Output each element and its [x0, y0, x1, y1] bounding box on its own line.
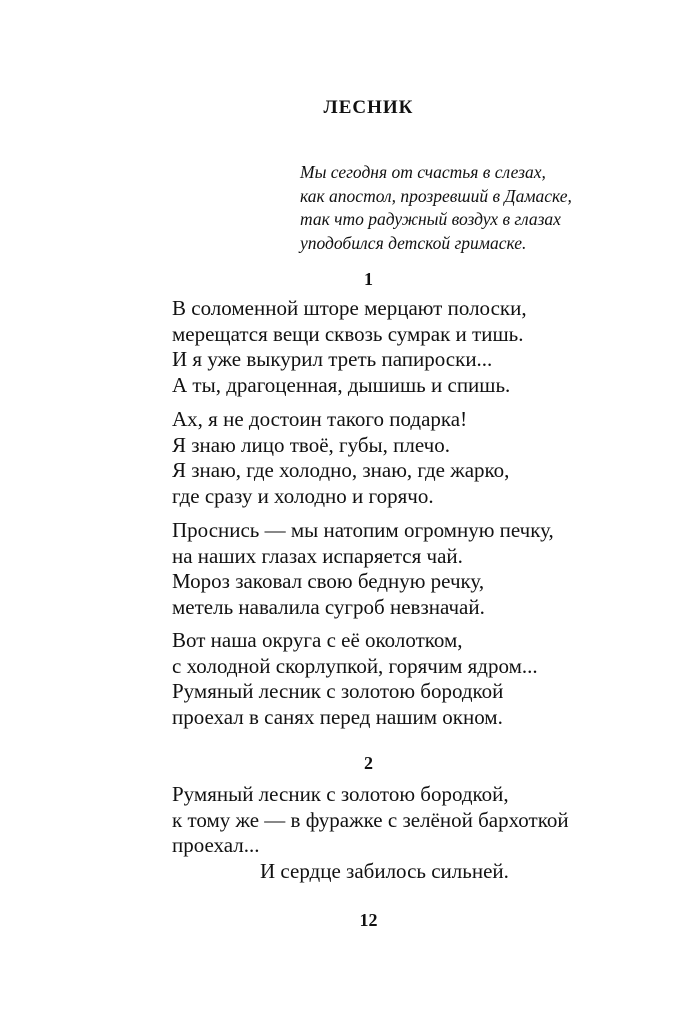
- verse-line: Вот наша округа с её околотком,: [172, 628, 463, 652]
- verse-line: на наших глазах испаряется чай.: [172, 543, 463, 568]
- verse-line: В соломенной шторе мерцают полоски,: [172, 296, 527, 320]
- page-number: 12: [359, 910, 378, 930]
- stanza: [172, 782, 569, 884]
- verse-line: проехал в санях перед нашим окном.: [172, 704, 503, 729]
- stanza: [172, 628, 538, 730]
- verse-line: Ах, я не достоин такого подарка!: [172, 407, 468, 431]
- epigraph-line: уподобился детской гримаске.: [300, 232, 527, 253]
- epigraph: [300, 161, 572, 255]
- verse-line: Румяный лесник с золотою бородкой,: [172, 782, 509, 806]
- verse-line: метель навалила сугроб невзначай.: [172, 594, 485, 619]
- stanza: [172, 518, 554, 620]
- verse-line: где сразу и холодно и горячо.: [172, 483, 434, 508]
- section-number: 2: [364, 753, 373, 773]
- epigraph-line: как апостол, прозревший в Дамаске,: [300, 185, 572, 206]
- verse-line: А ты, драгоценная, дышишь и спишь.: [172, 372, 511, 397]
- verse-line: Мороз заковал свою бедную речку,: [172, 569, 485, 593]
- verse-line: мерещатся вещи сквозь сумрак и тишь.: [172, 321, 524, 346]
- epigraph-line: так что радужный воздух в глазах: [300, 209, 561, 229]
- epigraph-line: Мы сегодня от счастья в слезах,: [300, 162, 546, 182]
- section-number: 1: [364, 269, 373, 289]
- verse-line: И сердце забилось сильней.: [260, 858, 509, 883]
- verse-line: Я знаю, где холодно, знаю, где жарко,: [172, 458, 510, 482]
- verse-line: Румяный лесник с золотою бородкой: [172, 679, 504, 703]
- poem-title: ЛЕСНИК: [323, 97, 414, 118]
- verse-line: проехал...: [172, 833, 260, 857]
- stanza: [172, 407, 509, 509]
- verse-line: с холодной скорлупкой, горячим ядром...: [172, 653, 538, 678]
- verse-line: к тому же — в фуражке с зелёной бархоткой: [172, 807, 569, 832]
- stanza: [172, 296, 527, 398]
- verse-line: Я знаю лицо твоё, губы, плечо.: [172, 432, 450, 457]
- verse-line: Проснись — мы натопим огромную печку,: [172, 518, 554, 542]
- verse-line: И я уже выкурил треть папироски...: [172, 347, 493, 371]
